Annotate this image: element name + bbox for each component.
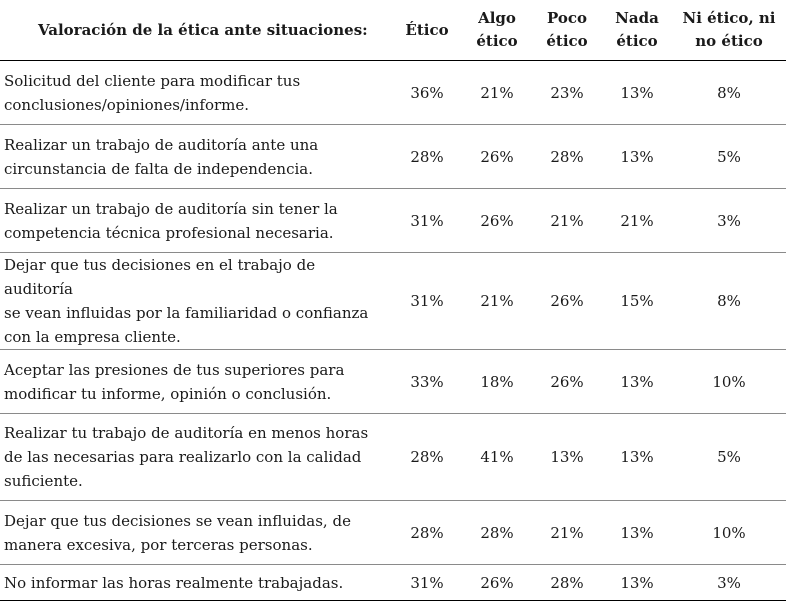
algo-etico-value: 21%: [462, 253, 532, 350]
situation-line: Dejar que tus decisiones se vean influidas, de: [4, 511, 351, 530]
nada-etico-value: 13%: [602, 414, 672, 501]
situation-cell: [0, 125, 392, 189]
ni-etico-value: 5%: [672, 414, 786, 501]
table-row: [0, 61, 786, 125]
header-nada-line1: Nada: [615, 9, 659, 27]
situation-line: conclusiones/opiniones/informe.: [4, 95, 250, 114]
etico-value: 31%: [392, 189, 462, 253]
algo-etico-value: 18%: [462, 350, 532, 414]
situation-line: manera excesiva, por terceras personas.: [4, 535, 313, 554]
situation-cell: [0, 350, 392, 414]
nada-etico-value: 15%: [602, 253, 672, 350]
ni-etico-value: 8%: [672, 253, 786, 350]
etico-value: 31%: [392, 565, 462, 601]
header-algo-line1: Algo: [478, 9, 516, 27]
header-ni-line2: no ético: [695, 32, 763, 50]
header-situation: Valoración de la ética ante situaciones:: [0, 0, 392, 61]
header-nada-line2: ético: [616, 32, 658, 50]
header-poco-line1: Poco: [546, 9, 588, 27]
poco-etico-value: 28%: [532, 565, 602, 601]
etico-value: 28%: [392, 501, 462, 565]
situation-line: Solicitud del cliente para modificar tus: [4, 71, 301, 90]
header-ni-line1: Ni ético, ni: [682, 9, 776, 27]
table-header-row: [0, 0, 786, 61]
etico-value: 31%: [392, 253, 462, 350]
nada-etico-value: 21%: [602, 189, 672, 253]
situation-cell: [0, 565, 392, 601]
etico-value: 28%: [392, 414, 462, 501]
algo-etico-value: 26%: [462, 125, 532, 189]
situation-cell: [0, 501, 392, 565]
poco-etico-value: 28%: [532, 125, 602, 189]
table-row: [0, 414, 786, 501]
situation-cell: [0, 61, 392, 125]
situation-cell: [0, 414, 392, 501]
nada-etico-value: 13%: [602, 350, 672, 414]
situation-line: circunstancia de falta de independencia.: [4, 159, 313, 178]
poco-etico-value: 26%: [532, 350, 602, 414]
header-etico: Ético: [392, 0, 462, 61]
poco-etico-value: 21%: [532, 501, 602, 565]
poco-etico-value: 23%: [532, 61, 602, 125]
etico-value: 28%: [392, 125, 462, 189]
nada-etico-value: 13%: [602, 125, 672, 189]
situation-line: Realizar un trabajo de auditoría sin tener la: [4, 199, 338, 218]
poco-etico-value: 26%: [532, 253, 602, 350]
table-row: [0, 565, 786, 601]
table-row: [0, 189, 786, 253]
ni-etico-value: 5%: [672, 125, 786, 189]
situation-line: Realizar un trabajo de auditoría ante una: [4, 135, 319, 154]
ni-etico-value: 8%: [672, 61, 786, 125]
header-algo-line2: ético: [476, 32, 518, 50]
table-row: [0, 501, 786, 565]
header-ni-etico-ni-no-etico: [672, 0, 786, 61]
poco-etico-value: 13%: [532, 414, 602, 501]
situation-line: modificar tu informe, opinión o conclusión.: [4, 384, 332, 403]
situation-line: con la empresa cliente.: [4, 328, 181, 346]
header-algo-etico: [462, 0, 532, 61]
poco-etico-value: 21%: [532, 189, 602, 253]
algo-etico-value: 21%: [462, 61, 532, 125]
ni-etico-value: 3%: [672, 565, 786, 601]
algo-etico-value: 41%: [462, 414, 532, 501]
nada-etico-value: 13%: [602, 501, 672, 565]
situation-line: Realizar tu trabajo de auditoría en menos horas: [4, 424, 369, 442]
table-row: [0, 350, 786, 414]
situation-line: suficiente.: [4, 472, 83, 490]
situation-line: se vean influidas por la familiaridad o confianza: [4, 304, 369, 322]
table-row: [0, 253, 786, 350]
ni-etico-value: 10%: [672, 501, 786, 565]
situation-line: de las necesarias para realizarlo con la calidad: [4, 448, 362, 466]
situation-cell: [0, 189, 392, 253]
algo-etico-value: 28%: [462, 501, 532, 565]
situation-line: No informar las horas realmente trabajadas.: [4, 573, 344, 592]
header-poco-etico: [532, 0, 602, 61]
ni-etico-value: 3%: [672, 189, 786, 253]
etico-value: 36%: [392, 61, 462, 125]
nada-etico-value: 13%: [602, 565, 672, 601]
algo-etico-value: 26%: [462, 189, 532, 253]
header-poco-line2: ético: [546, 32, 588, 50]
table-row: [0, 125, 786, 189]
situation-line: competencia técnica profesional necesaria.: [4, 223, 334, 242]
algo-etico-value: 26%: [462, 565, 532, 601]
nada-etico-value: 13%: [602, 61, 672, 125]
ni-etico-value: 10%: [672, 350, 786, 414]
situation-cell: [0, 253, 392, 350]
situation-line: Dejar que tus decisiones en el trabajo de auditoría: [4, 256, 316, 298]
situation-line: Aceptar las presiones de tus superiores para: [4, 360, 345, 379]
etico-value: 33%: [392, 350, 462, 414]
header-nada-etico: [602, 0, 672, 61]
